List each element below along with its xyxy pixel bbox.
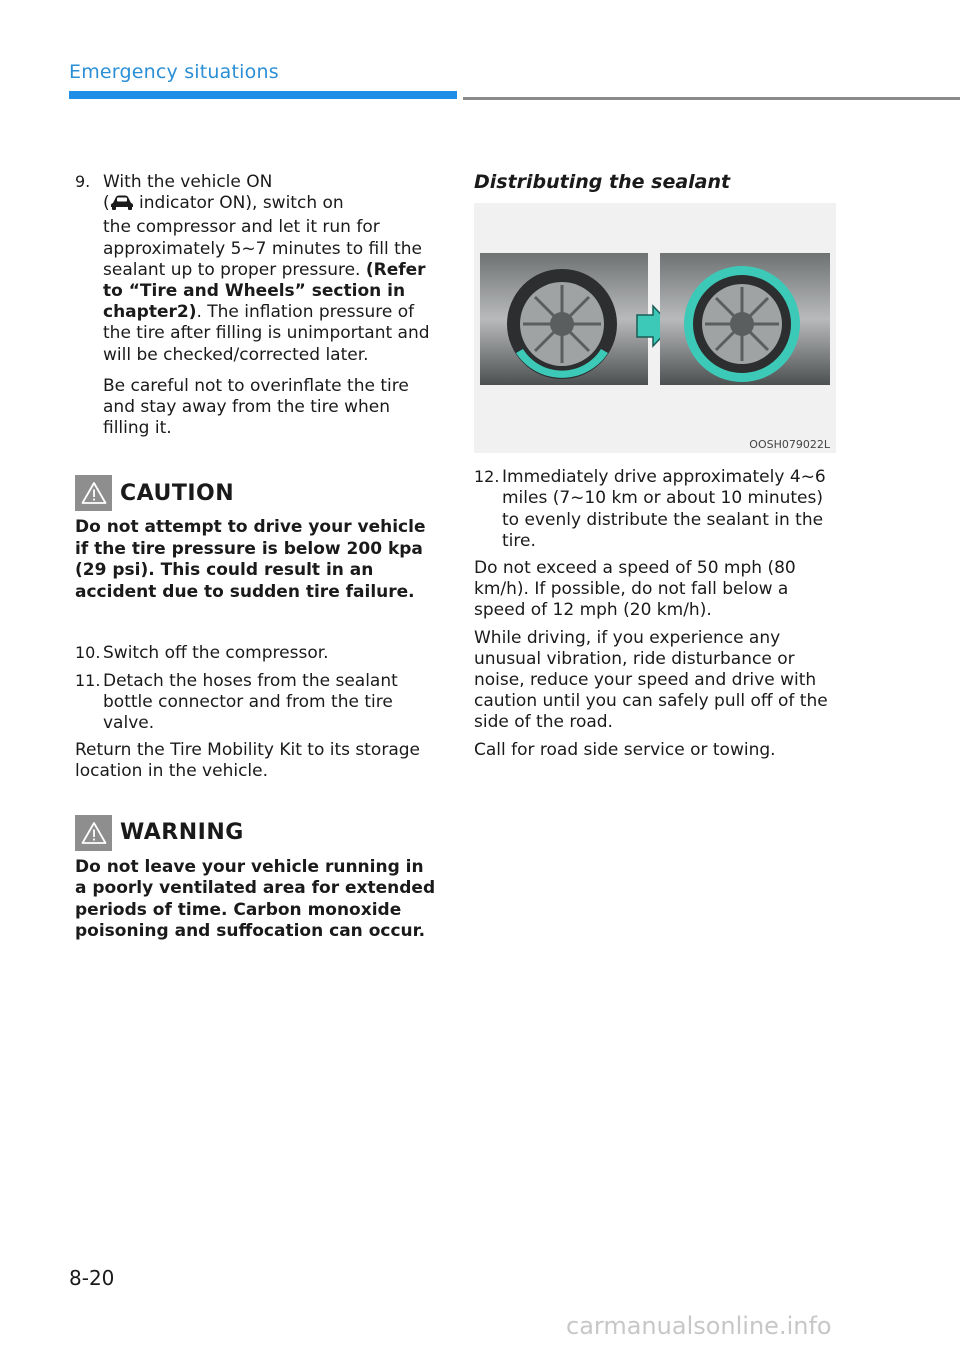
caution-title: CAUTION bbox=[120, 480, 235, 506]
right-column bbox=[474, 172, 836, 761]
step-9-line2: ( indicator ON), switch on bbox=[103, 193, 437, 217]
left-column bbox=[75, 172, 437, 943]
step-9-para2: Be careful not to overinflate the tire and stay away from the tire when filling it. bbox=[103, 375, 409, 439]
return-kit-text: Return the Tire Mobility Kit to its storage location in the vehicle. bbox=[75, 740, 420, 782]
speed-limit-text: Do not exceed a speed of 50 mph (80 km/h). If possible, do not fall below a speed of 12 mph (20 km/h). bbox=[474, 558, 796, 621]
caution-header bbox=[75, 475, 437, 511]
step-12 bbox=[474, 467, 836, 552]
section-header: Emergency situations bbox=[69, 61, 279, 83]
step-11-text: Detach the hoses from the sealant bottle connector and from the tire valve. bbox=[103, 670, 398, 734]
page-number: 8-20 bbox=[69, 1266, 115, 1290]
step-number: 9. bbox=[75, 172, 91, 191]
road-service-text: Call for road side service or towing. bbox=[474, 739, 776, 760]
warning-header bbox=[75, 815, 437, 851]
sealant-distribution-figure bbox=[474, 203, 836, 453]
driving-caution-text: While driving, if you experience any unusual vibration, ride disturbance or noise, reduce your speed and drive with caution until you can safely pull off of the side of the road. bbox=[474, 627, 828, 733]
caution-body: Do not attempt to drive your vehicle if the tire pressure is below 200 kpa (29 psi). This could result in an accident due to sudden tire failure. bbox=[75, 517, 426, 602]
watermark: carmanualsonline.info bbox=[566, 1312, 832, 1340]
step-number: 10. bbox=[75, 643, 101, 663]
step-9-body: the compressor and let it run for approximately 5~7 minutes to fill the sealant up to proper pressure. (Refer to “Tire and Wheels” section in chapter2). The inflation pressure of the tire after filling is unimportant and will be checked/corrected later. bbox=[103, 217, 430, 365]
step-9 bbox=[75, 172, 437, 439]
warning-title: WARNING bbox=[120, 820, 244, 846]
reference-chapter: (Refer to “Tire and Wheels” section in chapter2) bbox=[103, 259, 426, 323]
warning-triangle-icon bbox=[75, 475, 112, 511]
tire-illustration bbox=[474, 203, 836, 453]
header-accent-bar bbox=[69, 91, 457, 99]
figure-code: OOSH079022L bbox=[749, 438, 830, 452]
car-indicator-icon bbox=[110, 194, 134, 217]
step-10 bbox=[75, 643, 437, 664]
warning-triangle-icon bbox=[75, 815, 112, 851]
step-number: 11. bbox=[75, 670, 101, 690]
step-12-text: Immediately drive approximately 4~6 miles (7~10 km or about 10 minutes) to evenly distribute the sealant in the tire. bbox=[502, 467, 826, 551]
section-title: Distributing the sealant bbox=[474, 171, 731, 193]
step-number: 12. bbox=[474, 467, 500, 487]
warning-body: Do not leave your vehicle running in a poorly ventilated area for extended periods of time. Carbon monoxide poisoning and suffocation can occur. bbox=[75, 856, 436, 942]
step-9-line1: With the vehicle ON bbox=[103, 172, 273, 192]
header-rule bbox=[463, 97, 960, 100]
step-10-text: Switch off the compressor. bbox=[103, 643, 329, 664]
step-11 bbox=[75, 671, 437, 735]
